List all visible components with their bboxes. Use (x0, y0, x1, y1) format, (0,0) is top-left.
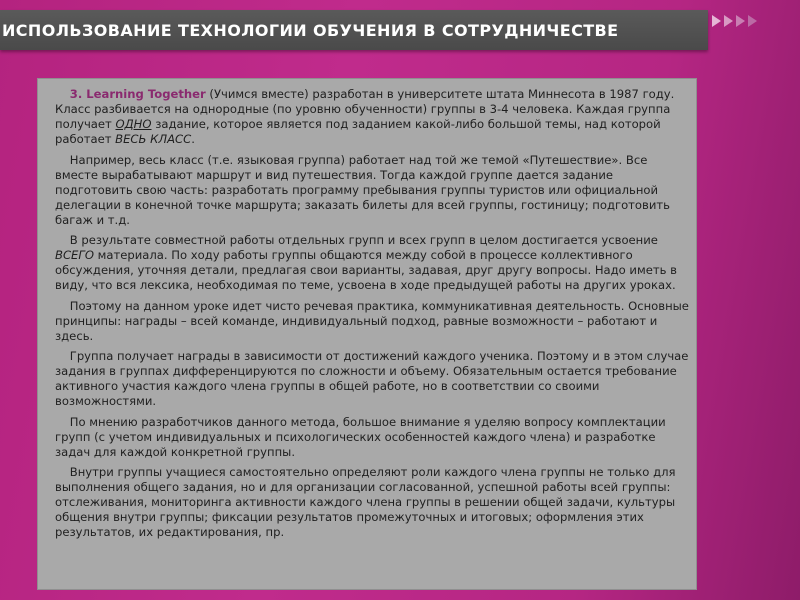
paragraph-text: Внутри группы учащиеся самостоятельно определяют роли каждого члена группы не только для выполнения общего задания, но и для организации согласованной, успешной работы всей группы: отслеживания, мониторинга активности каждого члена группы в решении общей задачи, культуры общения внутри группы; фиксации результатов промежуточных и итоговых; оформления этих результатов, их редактирования, пр. (55, 465, 676, 539)
paragraph-text: (Учимся вместе) разработан в университете штата Миннесота в 1987 году. Класс разбивается на однородные (по уровню обученности) группы в 3-4 человека. Каждая группа получает (55, 87, 675, 131)
paragraph-2 (55, 153, 691, 228)
arrow-decoration-icon (724, 15, 733, 27)
slide-title: ИСПОЛЬЗОВАНИЕ ТЕХНОЛОГИИ ОБУЧЕНИЯ В СОТРУДНИЧЕСТВЕ (2, 21, 619, 40)
paragraph-3 (55, 233, 691, 293)
paragraph-5 (55, 349, 691, 409)
emphasis-text: ОДНО (115, 117, 152, 131)
emphasis-text: ВСЕГО (55, 248, 94, 262)
paragraph-text: . (191, 132, 195, 146)
paragraph-7 (55, 465, 691, 540)
paragraph-text: задание, которое является под заданием какой-либо большой темы, над которой работает (55, 117, 661, 146)
emphasis-text: ВЕСЬ КЛАСС (115, 132, 192, 146)
paragraph-text: Например, весь класс (т.е. языковая группа) работает над той же темой «Путешествие». Все вместе вырабатывают маршрут и вид путешествия. Тогда каждой группе дается задание подготовить свою часть: разработать программу пребывания группы туристов или официальной делегации в конечной точке маршрута; заказать билеты для всей группы, гостиницу; подготовить багаж и т.д. (55, 152, 670, 227)
title-bar (0, 10, 708, 50)
paragraph-text: В результате совместной работы отдельных групп и всех групп в целом достигается усвоение (69, 233, 658, 247)
paragraph-1 (55, 87, 691, 147)
paragraph-lead: 3. Learning Together (69, 87, 206, 101)
content-text (55, 87, 691, 546)
paragraph-text: Группа получает награды в зависимости от достижений каждого ученика. Поэтому и в этом случае задания в группах дифференцируются по сложности и объему. Обязательным остается требование активного участия каждого члена группы в общей работе, но в соответствии со своими возможностями. (55, 349, 689, 408)
paragraph-text: материала. По ходу работы группы общаются между собой в процессе коллективного обсуждения, уточняя детали, предлагая свои варианты, задавая, друг другу вопросы. Надо иметь в виду, что вся лексика, необходимая по теме, усвоена в ходе предыдущей работы на других уроках. (55, 248, 677, 292)
paragraph-6 (55, 415, 691, 460)
paragraph-text: Поэтому на данном уроке идет чисто речевая практика, коммуникативная деятельность. Основные принципы: награды – всей команде, индивидуальный подход, равные возможности – работают и здесь. (55, 298, 689, 343)
arrow-decoration-icon (748, 15, 757, 27)
arrow-decoration-icon (736, 15, 745, 27)
paragraph-text: По мнению разработчиков данного метода, большое внимание я уделяю вопросу комплектации групп (с учетом индивидуальных и психологических особенностей каждого члена) и разработке задач для каждой конкретной группы. (55, 414, 666, 459)
paragraph-4 (55, 299, 691, 344)
arrow-decoration-icon (712, 15, 721, 27)
